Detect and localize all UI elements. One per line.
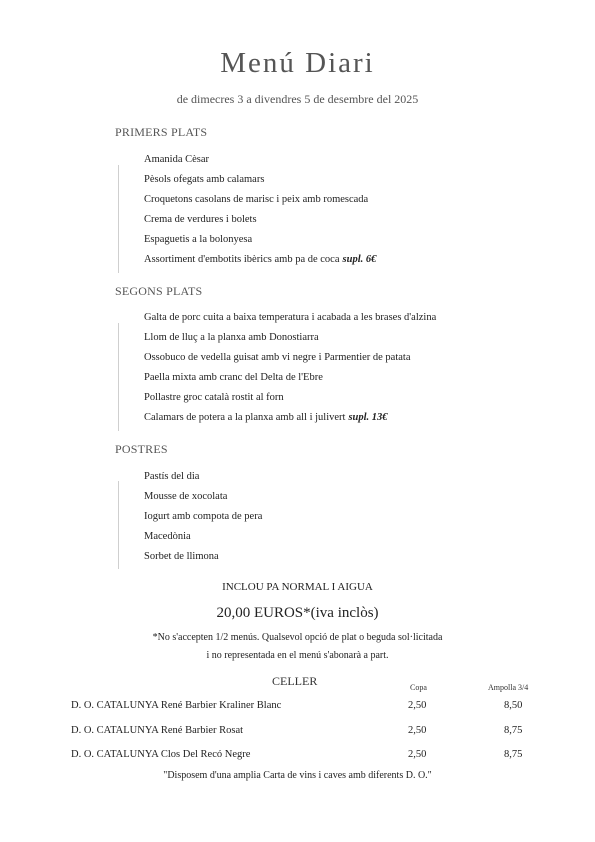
dish-item: Crema de verdures i bolets [144, 214, 257, 225]
wine-list-footer: "Disposem d'una amplia Carta de vins i caves amb diferents D. O." [163, 770, 432, 781]
supplement-price: supl. 13€ [348, 412, 388, 423]
wine-price-copa: 2,50 [408, 725, 427, 736]
column-header-copa: Copa [410, 683, 427, 692]
wine-price-copa: 2,50 [408, 749, 427, 760]
menu-title: Menú Diari [220, 47, 375, 79]
section-divider-bar [118, 323, 119, 431]
dish-item: Llom de lluç a la planxa amb Donostiarra [144, 332, 319, 343]
conditions-note-line-1: *No s'accepten 1/2 menús. Qualsevol opció de plat o beguda sol·licitada [152, 632, 443, 643]
conditions-note-line-2: i no representada en el menú s'abonarà a part. [206, 650, 389, 661]
dish-item: Amanida Cèsar [144, 154, 210, 165]
wine-price-ampolla: 8,50 [504, 700, 523, 711]
wine-price-copa: 2,50 [408, 700, 427, 711]
menu-price: 20,00 EUROS*(iva inclòs) [216, 605, 379, 621]
wine-row [0, 725, 595, 741]
wine-price-ampolla: 8,75 [504, 725, 523, 736]
wine-name: D. O. CATALUNYA Clos Del Recó Negre [71, 749, 251, 760]
section-heading-segons: SEGONS PLATS [115, 284, 203, 298]
wine-row [0, 700, 595, 716]
section-divider-bar [118, 165, 119, 273]
dish-list-postres [144, 467, 265, 567]
cellar-heading: CELLER [272, 674, 318, 688]
dish-item: Galta de porc cuita a baixa temperatura i acabada a les brases d'alzina [144, 312, 437, 323]
dish-item: Espaguetis a la bolonyesa [144, 234, 253, 245]
supplement-price: supl. 6€ [342, 254, 377, 265]
dish-item: Ossobuco de vedella guisat amb vi negre i Parmentier de patata [144, 352, 411, 363]
section-heading-postres: POSTRES [115, 442, 168, 456]
column-header-ampolla: Ampolla 3/4 [488, 683, 529, 692]
dish-item: Macedònia [144, 531, 191, 542]
wine-name: D. O. CATALUNYA René Barbier Rosat [71, 725, 244, 736]
dish-item: Pastís del dia [144, 471, 200, 482]
menu-date-range: de dimecres 3 a divendres 5 de desembre del 2025 [176, 92, 419, 106]
wine-name: D. O. CATALUNYA René Barbier Kraliner Blanc [71, 700, 282, 711]
dish-item: Calamars de potera a la planxa amb all i julivert supl. 13€ [144, 412, 388, 423]
dish-item: Pèsols ofegats amb calamars [144, 174, 265, 185]
dish-item: Assortiment d'embotits ibèrics amb pa de coca supl. 6€ [144, 254, 377, 265]
dish-item: Sorbet de llimona [144, 551, 219, 562]
wine-price-ampolla: 8,75 [504, 749, 523, 760]
section-heading-primers: PRIMERS PLATS [115, 125, 208, 139]
includes-note: INCLOU PA NORMAL I AIGUA [222, 581, 373, 593]
dish-item: Pollastre groc català rostit al forn [144, 392, 284, 403]
dish-item: Paella mixta amb cranc del Delta de l'Ebre [144, 372, 323, 383]
dish-list-primers [144, 150, 376, 270]
dish-item: Mousse de xocolata [144, 491, 228, 502]
dish-list-segons [144, 308, 439, 428]
dish-item: Iogurt amb compota de pera [144, 511, 263, 522]
dish-item: Croquetons casolans de marisc i peix amb romescada [144, 194, 369, 205]
section-divider-bar [118, 481, 119, 569]
wine-row [0, 749, 595, 765]
